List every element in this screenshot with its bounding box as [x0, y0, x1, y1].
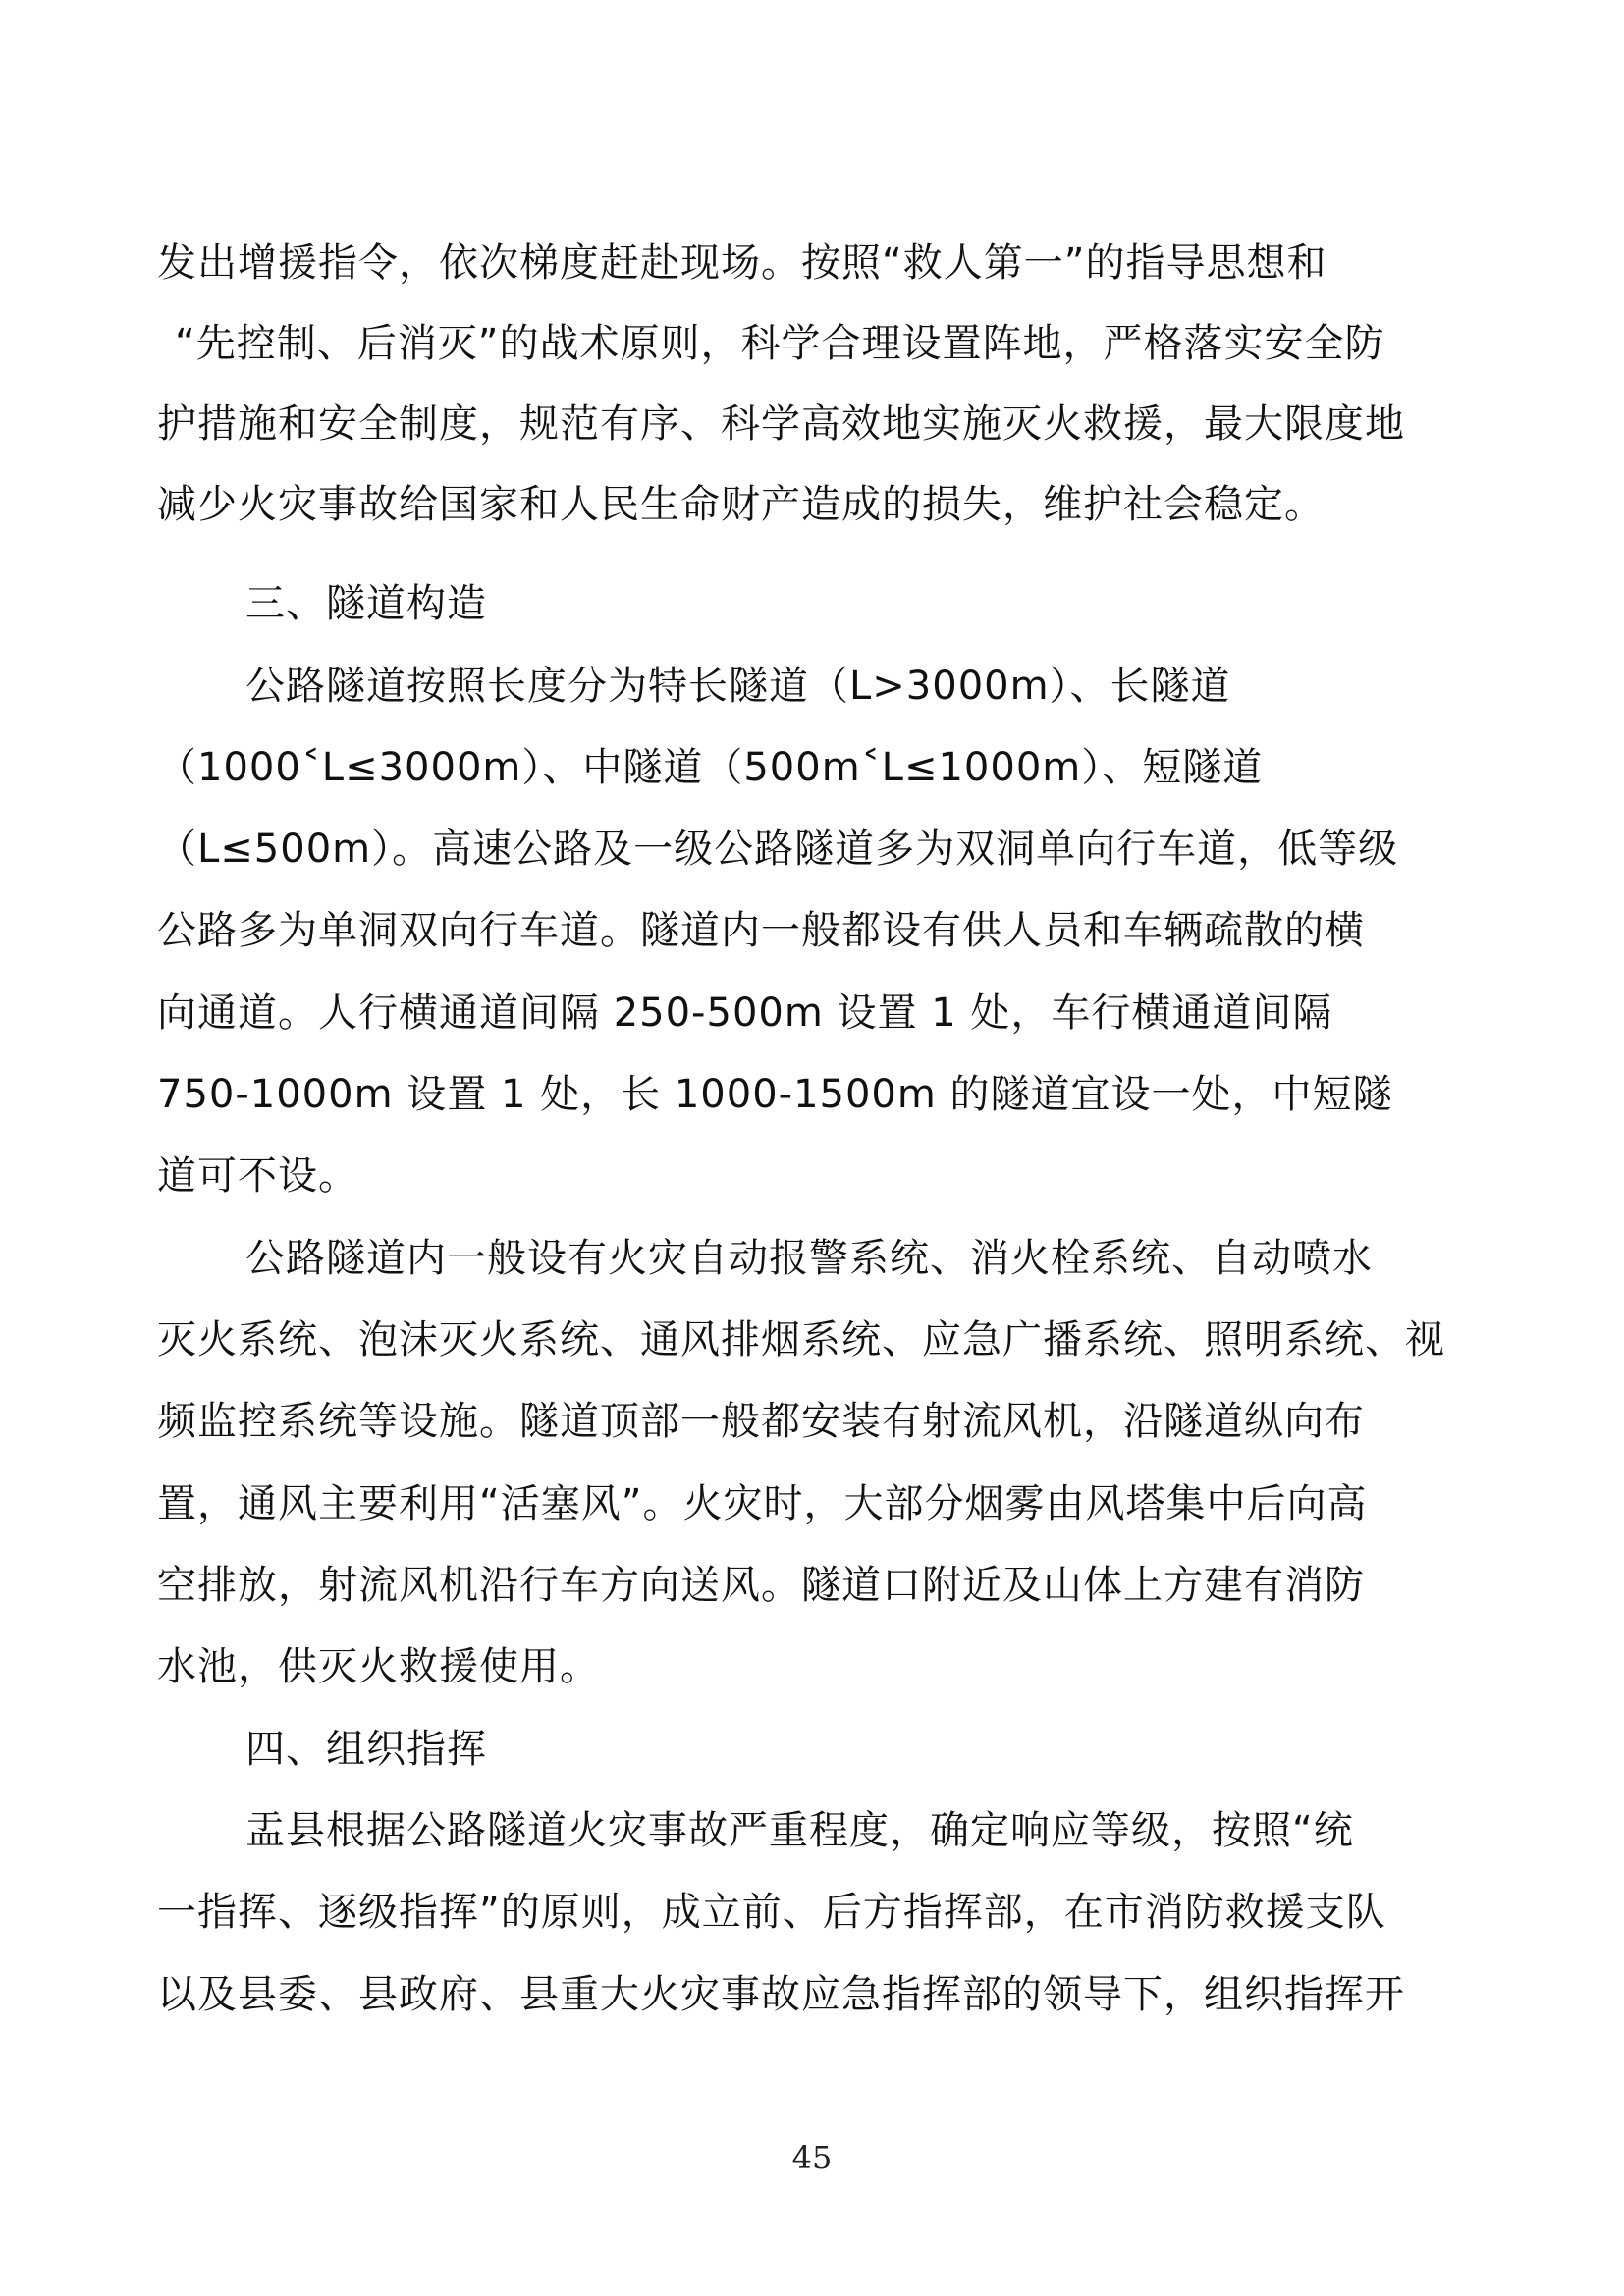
section-heading: 四、组织指挥 — [245, 1727, 487, 1772]
paragraph-line: 空排放，射流风机沿行车方向送风。隧道口附近及山体上方建有消防 — [157, 1563, 1365, 1608]
paragraph-line: 频监控系统等设施。隧道顶部一般都安装有射流风机，沿隧道纵向布 — [157, 1399, 1365, 1444]
paragraph-line: 盂县根据公路隧道火灾事故严重程度，确定响应等级，按照“统 — [245, 1808, 1354, 1853]
paragraph-line: （1000˂L≤3000m）、中隧道（500m˂L≤1000m）、短隧道 — [157, 745, 1264, 790]
paragraph-line: 道可不设。 — [157, 1153, 358, 1199]
paragraph-line: 向通道。人行横通道间隔 250-500m 设置 1 处，车行横通道间隔 — [157, 990, 1333, 1036]
paragraph-line: 水池，供灭火救援使用。 — [157, 1644, 600, 1689]
paragraph-line: 以及县委、县政府、县重大火灾事故应急指挥部的领导下，组织指挥开 — [157, 1972, 1405, 2017]
paragraph-line: 公路隧道按照长度分为特长隧道（L>3000m）、长隧道 — [245, 664, 1231, 709]
paragraph-line: 发出增援指令，依次梯度赶赴现场。按照“救人第一”的指导思想和 — [157, 240, 1327, 286]
paragraph-line: 置，通风主要利用“活塞风”。火灾时，大部分烟雾由风塔集中后向高 — [157, 1481, 1368, 1526]
paragraph-line: 750-1000m 设置 1 处，长 1000-1500m 的隧道宜设一处，中短隧 — [157, 1072, 1393, 1117]
paragraph-line: 公路多为单洞双向行车道。隧道内一般都设有供人员和车辆疏散的横 — [157, 908, 1365, 953]
section-heading: 三、隧道构造 — [245, 581, 487, 626]
paragraph-line: 减少火灾事故给国家和人民生命财产造成的损失，维护社会稳定。 — [157, 482, 1325, 527]
paragraph-line: 公路隧道内一般设有火灾自动报警系统、消火栓系统、自动喷水 — [245, 1236, 1373, 1281]
paragraph-line: （L≤500m）。高速公路及一级公路隧道多为双洞单向行车道，低等级 — [157, 827, 1399, 872]
paragraph-line: 一指挥、逐级指挥”的原则，成立前、后方指挥部，在市消防救援支队 — [157, 1890, 1386, 1935]
paragraph-line: 护措施和安全制度，规范有序、科学高效地实施灭火救援，最大限度地 — [157, 401, 1405, 447]
paragraph-line: “先控制、后消灭”的战术原则，科学合理设置阵地，严格落实安全防 — [175, 321, 1385, 366]
page-number: 45 — [791, 2139, 833, 2176]
paragraph-line: 灭火系统、泡沫灭火系统、通风排烟系统、应急广播系统、照明系统、视 — [157, 1317, 1445, 1362]
